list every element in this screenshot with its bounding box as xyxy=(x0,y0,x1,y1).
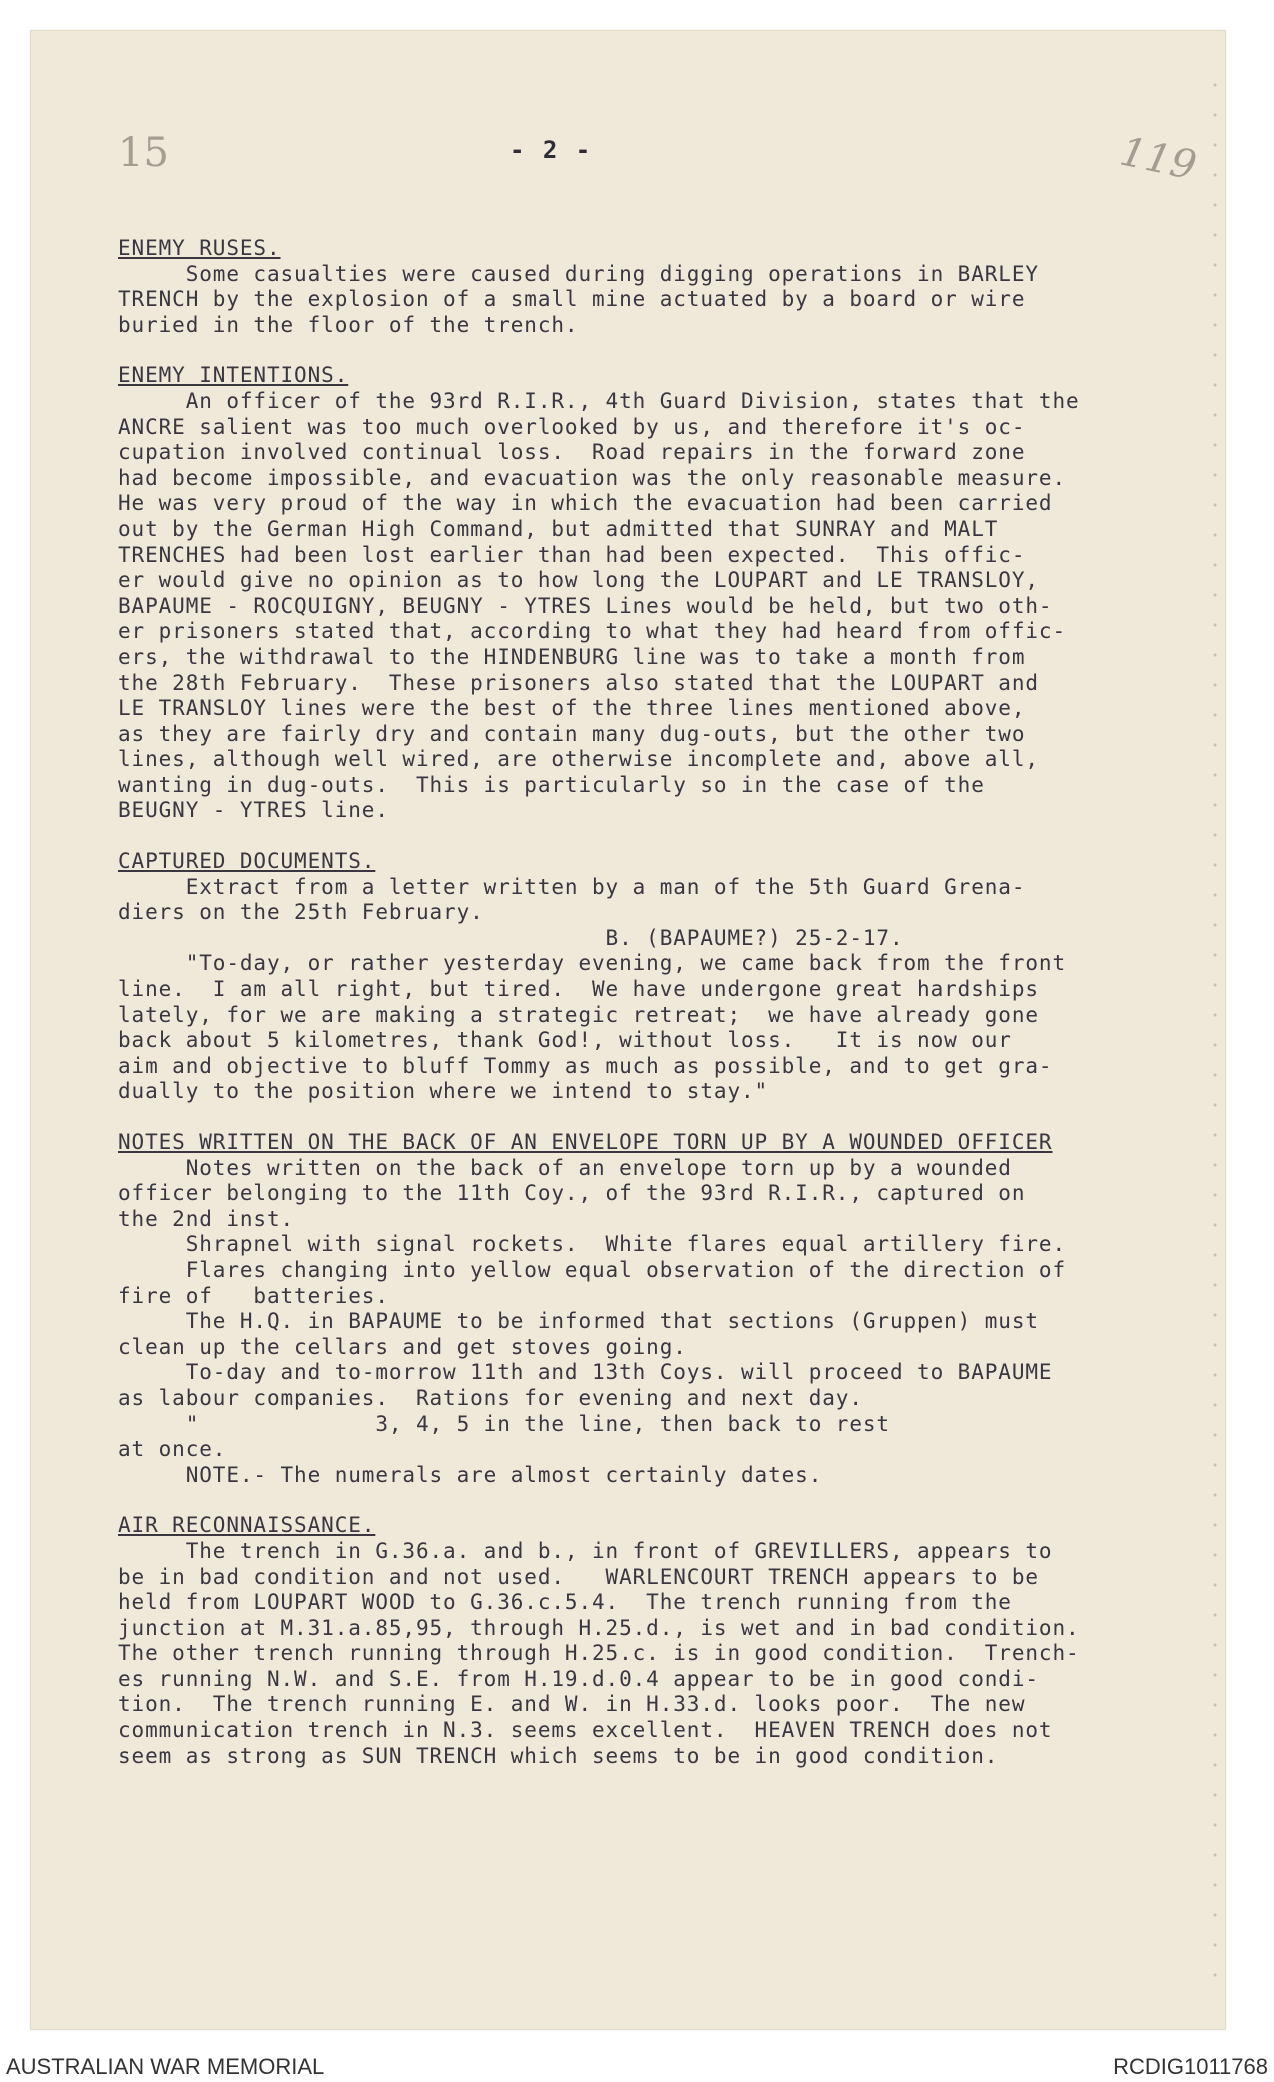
text-line: lines, although well wired, are otherwise incomplete and, above all, xyxy=(118,747,1039,772)
text-line: ANCRE salient was too much overlooked by us, and therefore it's oc- xyxy=(118,414,1026,439)
text-line: communication trench in N.3. seems excellent. HEAVEN TRENCH does not xyxy=(118,1718,1053,1743)
section-heading: ENEMY INTENTIONS. xyxy=(118,363,349,388)
text-line: the 2nd inst. xyxy=(118,1206,295,1231)
text-line: TRENCHES had been lost earlier than had been expected. This offic- xyxy=(118,542,1026,567)
text-line: " 3, 4, 5 in the line, then back to rest xyxy=(118,1411,890,1436)
text-line: B. (BAPAUME?) 25-2-17. xyxy=(118,925,904,950)
folio-number: 15 xyxy=(118,130,169,176)
text-line: dually to the position where we intend to stay." xyxy=(118,1079,769,1104)
text-line: had become impossible, and evacuation was the only reasonable measure. xyxy=(118,465,1067,490)
text-line: line. I am all right, but tired. We have undergone great hardships xyxy=(118,977,1039,1002)
page-number: - 2 - xyxy=(510,136,593,164)
text-line: seem as strong as SUN TRENCH which seems to be in good condition. xyxy=(118,1743,999,1768)
text-line: out by the German High Command, but admitted that SUNRAY and MALT xyxy=(118,516,999,541)
text-line: The other trench running through H.25.c. is in good condition. Trench- xyxy=(118,1641,1080,1666)
reference-number: 119 xyxy=(1116,128,1201,190)
text-line: "To-day, or rather yesterday evening, we came back from the front xyxy=(118,951,1067,976)
text-line: wanting in dug-outs. This is particularly so in the case of the xyxy=(118,772,985,797)
section-heading: ENEMY RUSES. xyxy=(118,236,281,260)
text-line: at once. xyxy=(118,1437,227,1462)
text-line: er prisoners stated that, according to what they had heard from offic- xyxy=(118,619,1067,644)
archive-name: AUSTRALIAN WAR MEMORIAL xyxy=(6,2054,325,2079)
text-line: ers, the withdrawal to the HINDENBURG line was to take a month from xyxy=(118,644,1026,669)
text-line: er would give no opinion as to how long the LOUPART and LE TRANSLOY, xyxy=(118,568,1039,593)
text-line: Some casualties were caused during digging operations in BARLEY xyxy=(118,261,1039,286)
text-line: The trench in G.36.a. and b., in front of GREVILLERS, appears to xyxy=(118,1538,1053,1563)
typescript-body xyxy=(118,236,1198,1794)
text-line: BAPAUME - ROCQUIGNY, BEUGNY - YTRES Lines would be held, but two oth- xyxy=(118,593,1053,618)
archive-footer xyxy=(0,2052,1274,2082)
section-air-reconnaissance xyxy=(118,1513,1198,1769)
text-line: To-day and to-morrow 11th and 13th Coys. will proceed to BAPAUME xyxy=(118,1360,1053,1385)
text-line: NOTE.- The numerals are almost certainly dates. xyxy=(118,1462,823,1487)
text-line: He was very proud of the way in which the evacuation had been carried xyxy=(118,491,1053,516)
text-line: the 28th February. These prisoners also stated that the LOUPART and xyxy=(118,670,1039,695)
text-line: officer belonging to the 11th Coy., of the 93rd R.I.R., captured on xyxy=(118,1181,1026,1206)
text-line: back about 5 kilometres, thank God!, without loss. It is now our xyxy=(118,1028,1012,1053)
archive-id: RCDIG1011768 xyxy=(1113,2054,1268,2079)
text-line: TRENCH by the explosion of a small mine actuated by a board or wire xyxy=(118,287,1026,312)
text-line: fire of batteries. xyxy=(118,1283,389,1308)
text-line: as labour companies. Rations for evening and next day. xyxy=(118,1385,863,1410)
text-line: Flares changing into yellow equal observation of the direction of xyxy=(118,1257,1067,1282)
section-heading: CAPTURED DOCUMENTS. xyxy=(118,849,376,874)
text-line: Shrapnel with signal rockets. White flares equal artillery fire. xyxy=(118,1232,1067,1257)
section-enemy-intentions xyxy=(118,363,1198,824)
text-line: lately, for we are making a strategic retreat; we have already gone xyxy=(118,1002,1039,1027)
text-line: clean up the cellars and get stoves going. xyxy=(118,1334,687,1359)
text-line: The H.Q. in BAPAUME to be informed that sections (Gruppen) must xyxy=(118,1309,1039,1334)
text-line: Notes written on the back of an envelope torn up by a wounded xyxy=(118,1155,1012,1180)
section-heading: AIR RECONNAISSANCE. xyxy=(118,1513,376,1538)
text-line: es running N.W. and S.E. from H.19.d.0.4 appear to be in good condi- xyxy=(118,1666,1039,1691)
perforation-edge xyxy=(1210,70,1220,2000)
section-envelope-notes xyxy=(118,1130,1198,1488)
text-line: junction at M.31.a.85,95, through H.25.d., is wet and in bad condition. xyxy=(118,1615,1080,1640)
text-line: BEUGNY - YTRES line. xyxy=(118,798,389,823)
text-line: Extract from a letter written by a man of the 5th Guard Grena- xyxy=(118,874,1026,899)
section-enemy-ruses xyxy=(118,236,1198,338)
text-line: diers on the 25th February. xyxy=(118,900,484,925)
text-line: aim and objective to bluff Tommy as much as possible, and to get gra- xyxy=(118,1053,1053,1078)
section-captured-documents xyxy=(118,849,1198,1105)
text-line: as they are fairly dry and contain many dug-outs, but the other two xyxy=(118,721,1026,746)
text-line: buried in the floor of the trench. xyxy=(118,312,579,337)
text-line: held from LOUPART WOOD to G.36.c.5.4. The trench running from the xyxy=(118,1590,1012,1615)
section-heading: NOTES WRITTEN ON THE BACK OF AN ENVELOPE TORN UP BY A WOUNDED OFFICER xyxy=(118,1130,1053,1154)
text-line: tion. The trench running E. and W. in H.33.d. looks poor. The new xyxy=(118,1692,1026,1717)
text-line: be in bad condition and not used. WARLENCOURT TRENCH appears to be xyxy=(118,1564,1039,1589)
text-line: An officer of the 93rd R.I.R., 4th Guard Division, states that the xyxy=(118,388,1080,413)
text-line: cupation involved continual loss. Road repairs in the forward zone xyxy=(118,440,1026,465)
text-line: LE TRANSLOY lines were the best of the three lines mentioned above, xyxy=(118,696,1026,721)
